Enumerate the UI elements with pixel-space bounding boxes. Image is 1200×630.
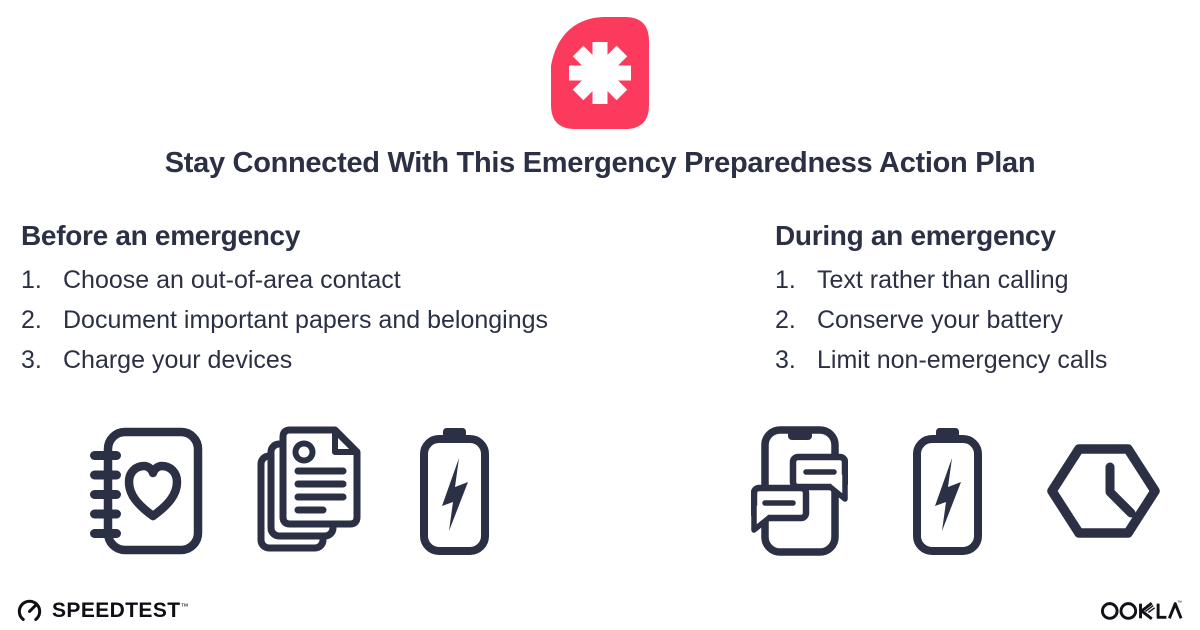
page-title: Stay Connected With This Emergency Preparedness Action Plan — [164, 147, 1036, 179]
list-item: 1. Text rather than calling — [775, 266, 1069, 294]
contact-book-heart-icon — [86, 426, 204, 556]
list-item: 1. Choose an out-of-area contact — [21, 266, 401, 294]
during-emergency-list — [775, 260, 1195, 380]
before-emergency-heading: Before an emergency — [21, 220, 301, 251]
clock-hexagon-icon — [1046, 426, 1161, 556]
during-emergency-column — [775, 219, 1195, 380]
phone-messages-icon — [751, 426, 848, 556]
before-emergency-list — [21, 260, 701, 380]
speedtest-logo — [14, 595, 189, 626]
speedtest-gauge-icon — [14, 595, 45, 626]
list-item: 3. Limit non-emergency calls — [775, 346, 1108, 374]
during-emergency-icons — [751, 426, 1161, 556]
documents-stack-icon — [257, 426, 363, 556]
during-emergency-heading: During an emergency — [775, 220, 1056, 251]
before-emergency-icons — [86, 426, 493, 556]
ookla-logo — [1100, 597, 1184, 628]
trademark-symbol: ™ — [1177, 601, 1183, 607]
list-item: 3. Charge your devices — [21, 346, 293, 374]
before-emergency-column — [21, 219, 701, 380]
list-item: 2. Document important papers and belongings — [21, 306, 549, 334]
battery-charge-icon — [909, 426, 986, 556]
trademark-symbol: ™ — [180, 601, 189, 611]
list-item: 2. Conserve your battery — [775, 306, 1063, 334]
emergency-asterisk-icon — [544, 12, 656, 130]
ookla-wordmark-icon — [1100, 597, 1184, 623]
battery-charge-icon — [416, 426, 493, 556]
speedtest-wordmark: SPEEDTEST™ — [52, 598, 189, 622]
